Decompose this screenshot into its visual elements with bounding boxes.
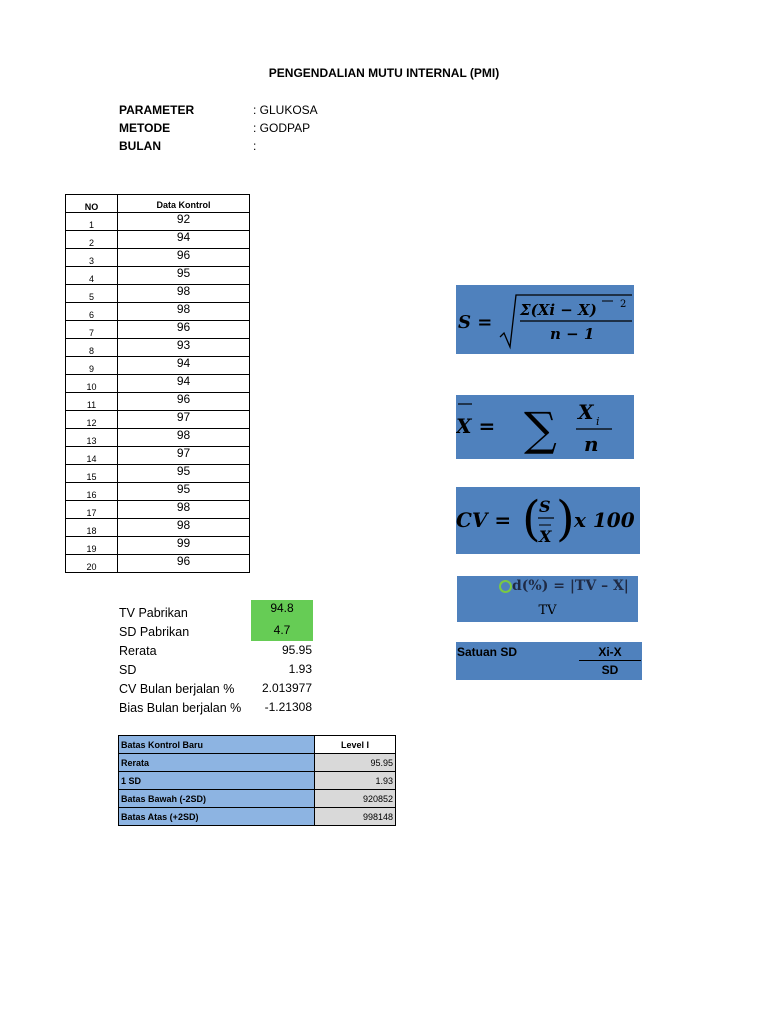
svg-text:): ) — [556, 491, 575, 547]
circle-marker-icon — [499, 580, 512, 593]
cv-formula-icon — [456, 487, 640, 554]
row-number: 12 — [66, 411, 118, 429]
row-value: 98 — [118, 501, 250, 519]
svg-text:X =: X = — [456, 414, 496, 438]
svg-text:i: i — [596, 415, 600, 428]
row-value: 95 — [118, 465, 250, 483]
sd-value: 1.93 — [288, 662, 312, 676]
table-row — [66, 393, 250, 411]
ctrl-row-label: Batas Bawah (-2SD) — [119, 790, 315, 808]
table-row — [66, 483, 250, 501]
cv-value: 2.013977 — [261, 681, 312, 695]
svg-text:n − 1: n − 1 — [550, 325, 595, 343]
row-value: 95 — [118, 483, 250, 501]
row-value: 94 — [118, 375, 250, 393]
d-percent-formula — [457, 576, 638, 622]
svg-text:S: S — [539, 497, 551, 516]
table-row — [66, 213, 250, 231]
satuan-sd-numerator: Xi-X — [598, 645, 622, 659]
svg-text:CV =: CV = — [456, 508, 512, 532]
page-title: PENGENDALIAN MUTU INTERNAL (PMI) — [268, 66, 500, 80]
bulan-value: : — [253, 139, 257, 153]
row-number: 1 — [66, 213, 118, 231]
row-number: 7 — [66, 321, 118, 339]
svg-text:Σ(Xi − X): Σ(Xi − X) — [520, 301, 597, 319]
row-number: 3 — [66, 249, 118, 267]
row-number: 4 — [66, 267, 118, 285]
row-number: 18 — [66, 519, 118, 537]
ctrl-row-value: 998148 — [315, 808, 396, 826]
row-value: 98 — [118, 519, 250, 537]
ctrl-row-label: 1 SD — [119, 772, 315, 790]
metode-label: METODE — [119, 121, 171, 135]
svg-text:x 100: x 100 — [574, 508, 635, 532]
table-row — [66, 339, 250, 357]
ctrl-row-label: Batas Atas (+2SD) — [119, 808, 315, 826]
data-kontrol-table — [65, 194, 250, 573]
row-value: 98 — [118, 429, 250, 447]
sd-label: SD — [119, 663, 137, 677]
table-row — [66, 249, 250, 267]
table-row — [66, 267, 250, 285]
sd-formula-image — [456, 285, 634, 354]
rerata-value: 95.95 — [281, 643, 312, 657]
row-value: 94 — [118, 231, 250, 249]
table-row — [66, 303, 250, 321]
table-row — [66, 519, 250, 537]
row-number: 14 — [66, 447, 118, 465]
row-number: 19 — [66, 537, 118, 555]
row-value: 97 — [118, 447, 250, 465]
svg-text:X: X — [539, 527, 552, 546]
sd-formula-icon — [456, 285, 634, 354]
row-value: 97 — [118, 411, 250, 429]
row-number: 11 — [66, 393, 118, 411]
row-value: 96 — [118, 555, 250, 573]
row-number: 8 — [66, 339, 118, 357]
sd-pabrikan-label: SD Pabrikan — [119, 625, 190, 639]
row-number: 16 — [66, 483, 118, 501]
svg-text:n: n — [584, 432, 599, 456]
row-value: 96 — [118, 393, 250, 411]
batas-kontrol-table — [118, 735, 396, 826]
table-row — [66, 429, 250, 447]
satuan-sd-denominator: SD — [601, 663, 619, 677]
table-row — [66, 231, 250, 249]
row-value: 99 — [118, 537, 250, 555]
satuan-sd-box — [456, 642, 642, 680]
header-no: NO — [66, 195, 118, 213]
row-number: 13 — [66, 429, 118, 447]
metode-value: : GODPAP — [253, 121, 311, 135]
bulan-label: BULAN — [119, 139, 161, 153]
table-row — [66, 447, 250, 465]
row-value: 96 — [118, 249, 250, 267]
table-row — [66, 537, 250, 555]
row-number: 5 — [66, 285, 118, 303]
tv-pabrikan-label: TV Pabrikan — [119, 606, 188, 620]
table-row — [66, 285, 250, 303]
satuan-sd-label: Satuan SD — [457, 645, 518, 659]
row-number: 10 — [66, 375, 118, 393]
sd-pabrikan-value: 4.7 — [251, 621, 313, 641]
mean-formula-icon — [456, 395, 634, 459]
row-value: 98 — [118, 303, 250, 321]
table-row — [66, 501, 250, 519]
row-number: 20 — [66, 555, 118, 573]
cv-label: CV Bulan berjalan % — [119, 682, 235, 696]
row-number: 6 — [66, 303, 118, 321]
row-value: 93 — [118, 339, 250, 357]
svg-text:∑: ∑ — [524, 402, 557, 456]
mean-formula-image — [456, 395, 634, 459]
table-row — [66, 411, 250, 429]
ctrl-row-value: 95.95 — [315, 754, 396, 772]
table-row — [66, 321, 250, 339]
parameter-value: : GLUKOSA — [253, 103, 318, 117]
rerata-label: Rerata — [119, 644, 157, 658]
d-percent-denominator: TV — [538, 603, 557, 618]
svg-text:2: 2 — [620, 299, 627, 310]
ctrl-row-value: 1.93 — [315, 772, 396, 790]
table-row — [119, 808, 396, 826]
ctrl-header-level: Level I — [315, 736, 396, 754]
row-value: 92 — [118, 213, 250, 231]
table-row — [119, 772, 396, 790]
cv-formula-image — [456, 487, 640, 554]
row-number: 15 — [66, 465, 118, 483]
row-value: 94 — [118, 357, 250, 375]
header-data-kontrol: Data Kontrol — [118, 195, 250, 213]
row-value: 95 — [118, 267, 250, 285]
table-row — [66, 465, 250, 483]
table-row — [66, 555, 250, 573]
table-row — [66, 357, 250, 375]
table-row — [66, 375, 250, 393]
ctrl-header-label: Batas Kontrol Baru — [119, 736, 315, 754]
table-row — [119, 790, 396, 808]
svg-text:(: ( — [522, 491, 541, 547]
table-row — [119, 754, 396, 772]
tv-pabrikan-value: 94.8 — [251, 600, 313, 621]
row-number: 17 — [66, 501, 118, 519]
ctrl-row-value: 920852 — [315, 790, 396, 808]
d-percent-formula-text: d(%) = |TV – X| — [512, 578, 629, 594]
row-number: 2 — [66, 231, 118, 249]
bias-value: -1.21308 — [264, 700, 312, 714]
bias-label: Bias Bulan berjalan % — [119, 701, 242, 715]
row-value: 98 — [118, 285, 250, 303]
ctrl-row-label: Rerata — [119, 754, 315, 772]
svg-text:X: X — [578, 400, 594, 424]
row-number: 9 — [66, 357, 118, 375]
satuan-sd-fraction-line — [579, 660, 641, 661]
parameter-label: PARAMETER — [119, 103, 195, 117]
svg-text:S =: S = — [458, 312, 493, 333]
row-value: 96 — [118, 321, 250, 339]
